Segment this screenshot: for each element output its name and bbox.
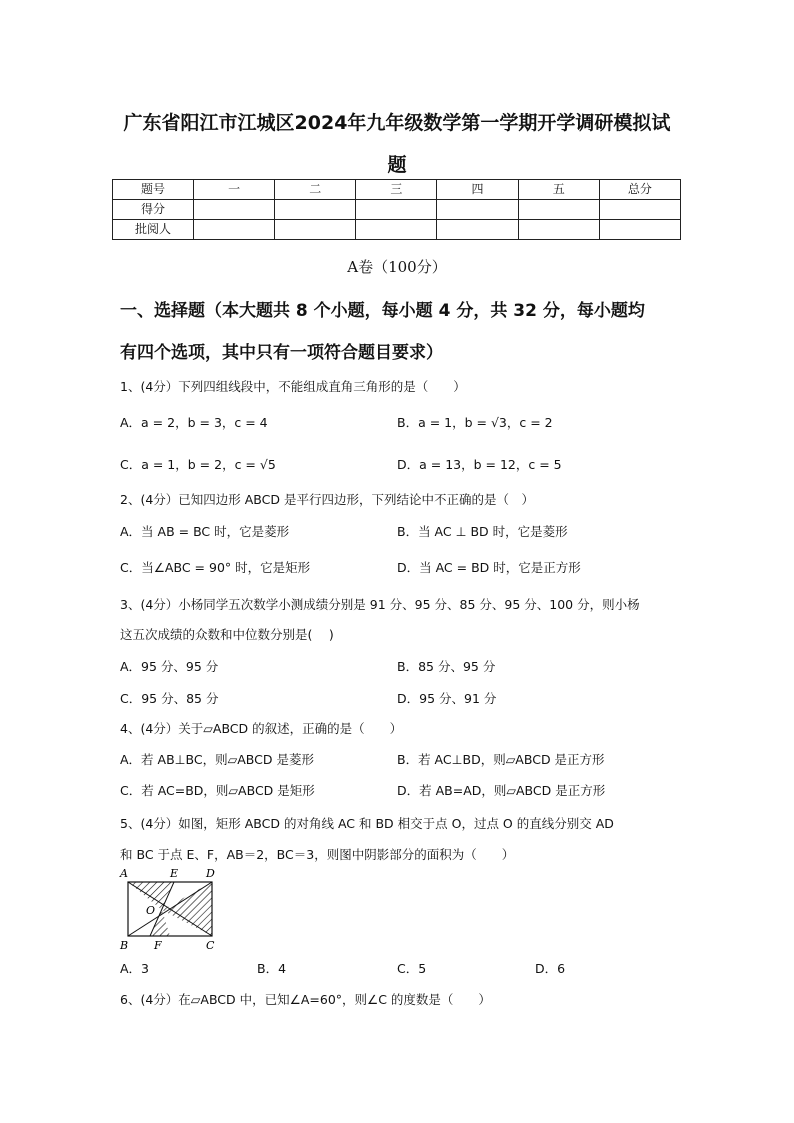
score-table-header-cell: 一 xyxy=(194,180,275,200)
score-cell[interactable] xyxy=(275,200,356,220)
score-table-row-label: 得分 xyxy=(113,200,194,220)
score-cell[interactable] xyxy=(599,200,680,220)
score-cell[interactable] xyxy=(518,220,599,240)
question-1-option-b[interactable]: B．a = 1，b = √3，c = 2 xyxy=(397,415,553,430)
score-cell[interactable] xyxy=(194,200,275,220)
question-5-option-d[interactable]: D．6 xyxy=(535,961,566,976)
label-f: F xyxy=(154,939,162,952)
score-cell[interactable] xyxy=(437,220,518,240)
question-5-stem-line1: 5、(4分）如图，矩形 ABCD 的对角线 AC 和 BD 相交于点 O，过点 O 的直线分别交 AD xyxy=(120,816,614,831)
question-3-stem-line1: 3、(4分）小杨同学五次数学小测成绩分别是 91 分、95 分、85 分、95 分、100 分，则小杨 xyxy=(120,597,640,612)
score-table xyxy=(112,179,681,240)
score-table-row xyxy=(113,220,681,240)
volume-heading: A卷（100分） xyxy=(347,258,447,276)
question-5-option-c[interactable]: C．5 xyxy=(397,961,427,976)
score-table-header-row xyxy=(113,180,681,200)
score-cell[interactable] xyxy=(437,200,518,220)
question-4-option-d[interactable]: D．若 AB=AD，则▱ABCD 是正方形 xyxy=(397,783,606,798)
doc-title-line1: 广东省阳江市江城区2024年九年级数学第一学期开学调研模拟试 xyxy=(123,112,671,134)
question-4-stem: 4、(4分）关于▱ABCD 的叙述，正确的是（ ） xyxy=(120,721,403,736)
question-3-option-c[interactable]: C．95 分、85 分 xyxy=(120,691,219,706)
question-3-option-a[interactable]: A．95 分、95 分 xyxy=(120,659,219,674)
question-2-option-c[interactable]: C．当∠ABC = 90° 时，它是矩形 xyxy=(120,560,311,575)
question-4-option-c[interactable]: C．若 AC=BD，则▱ABCD 是矩形 xyxy=(120,783,315,798)
question-3-stem-line2: 这五次成绩的众数和中位数分别是( ) xyxy=(120,627,334,642)
question-6-stem: 6、(4分）在▱ABCD 中，已知∠A=60°，则∠C 的度数是（ ） xyxy=(120,992,491,1007)
score-table-header-cell: 三 xyxy=(356,180,437,200)
label-b: B xyxy=(120,939,129,952)
question-4-option-a[interactable]: A．若 AB⊥BC，则▱ABCD 是菱形 xyxy=(120,752,314,767)
score-cell[interactable] xyxy=(356,200,437,220)
score-cell[interactable] xyxy=(356,220,437,240)
score-table-header-cell: 四 xyxy=(437,180,518,200)
score-table-header-cell: 二 xyxy=(275,180,356,200)
score-cell[interactable] xyxy=(518,200,599,220)
question-2-stem: 2、(4分）已知四边形 ABCD 是平行四边形，下列结论中不正确的是（ ） xyxy=(120,492,534,507)
question-1-stem: 1、(4分）下列四组线段中，不能组成直角三角形的是（ ） xyxy=(120,379,466,394)
section-heading-line2: 有四个选项，其中只有一项符合题目要求） xyxy=(120,343,443,363)
question-2-option-d[interactable]: D．当 AC = BD 时，它是正方形 xyxy=(397,560,581,575)
label-d: D xyxy=(206,867,215,880)
score-cell[interactable] xyxy=(275,220,356,240)
label-e: E xyxy=(170,867,179,880)
score-table-header-cell: 总分 xyxy=(599,180,680,200)
question-5-stem-line2: 和 BC 于点 E、F，AB＝2，BC＝3，则图中阴影部分的面积为（ ） xyxy=(120,847,515,862)
question-1-option-a[interactable]: A．a = 2，b = 3，c = 4 xyxy=(120,415,268,430)
question-2-option-a[interactable]: A．当 AB = BC 时，它是菱形 xyxy=(120,524,290,539)
score-table-header-cell: 题号 xyxy=(113,180,194,200)
score-cell[interactable] xyxy=(599,220,680,240)
score-cell[interactable] xyxy=(194,220,275,240)
doc-title-line2: 题 xyxy=(387,154,407,176)
question-2-option-b[interactable]: B．当 AC ⊥ BD 时，它是菱形 xyxy=(397,524,568,539)
score-table-row xyxy=(113,200,681,220)
score-table-row-label: 批阅人 xyxy=(113,220,194,240)
question-3-option-b[interactable]: B．85 分、95 分 xyxy=(397,659,496,674)
label-o: O xyxy=(146,904,156,917)
section-heading-line1: 一、选择题（本大题共 8 个小题，每小题 4 分，共 32 分，每小题均 xyxy=(120,301,645,321)
score-table-header-cell: 五 xyxy=(518,180,599,200)
question-4-option-b[interactable]: B．若 AC⊥BD，则▱ABCD 是正方形 xyxy=(397,752,605,767)
question-5-option-a[interactable]: A．3 xyxy=(120,961,150,976)
question-3-option-d[interactable]: D．95 分、91 分 xyxy=(397,691,497,706)
label-a: A xyxy=(120,867,128,880)
rectangle-figure xyxy=(116,866,226,954)
question-5-option-b[interactable]: B．4 xyxy=(257,961,287,976)
question-1-option-d[interactable]: D．a = 13，b = 12，c = 5 xyxy=(397,457,562,472)
question-1-option-c[interactable]: C．a = 1，b = 2，c = √5 xyxy=(120,457,276,472)
label-c: C xyxy=(206,939,215,952)
